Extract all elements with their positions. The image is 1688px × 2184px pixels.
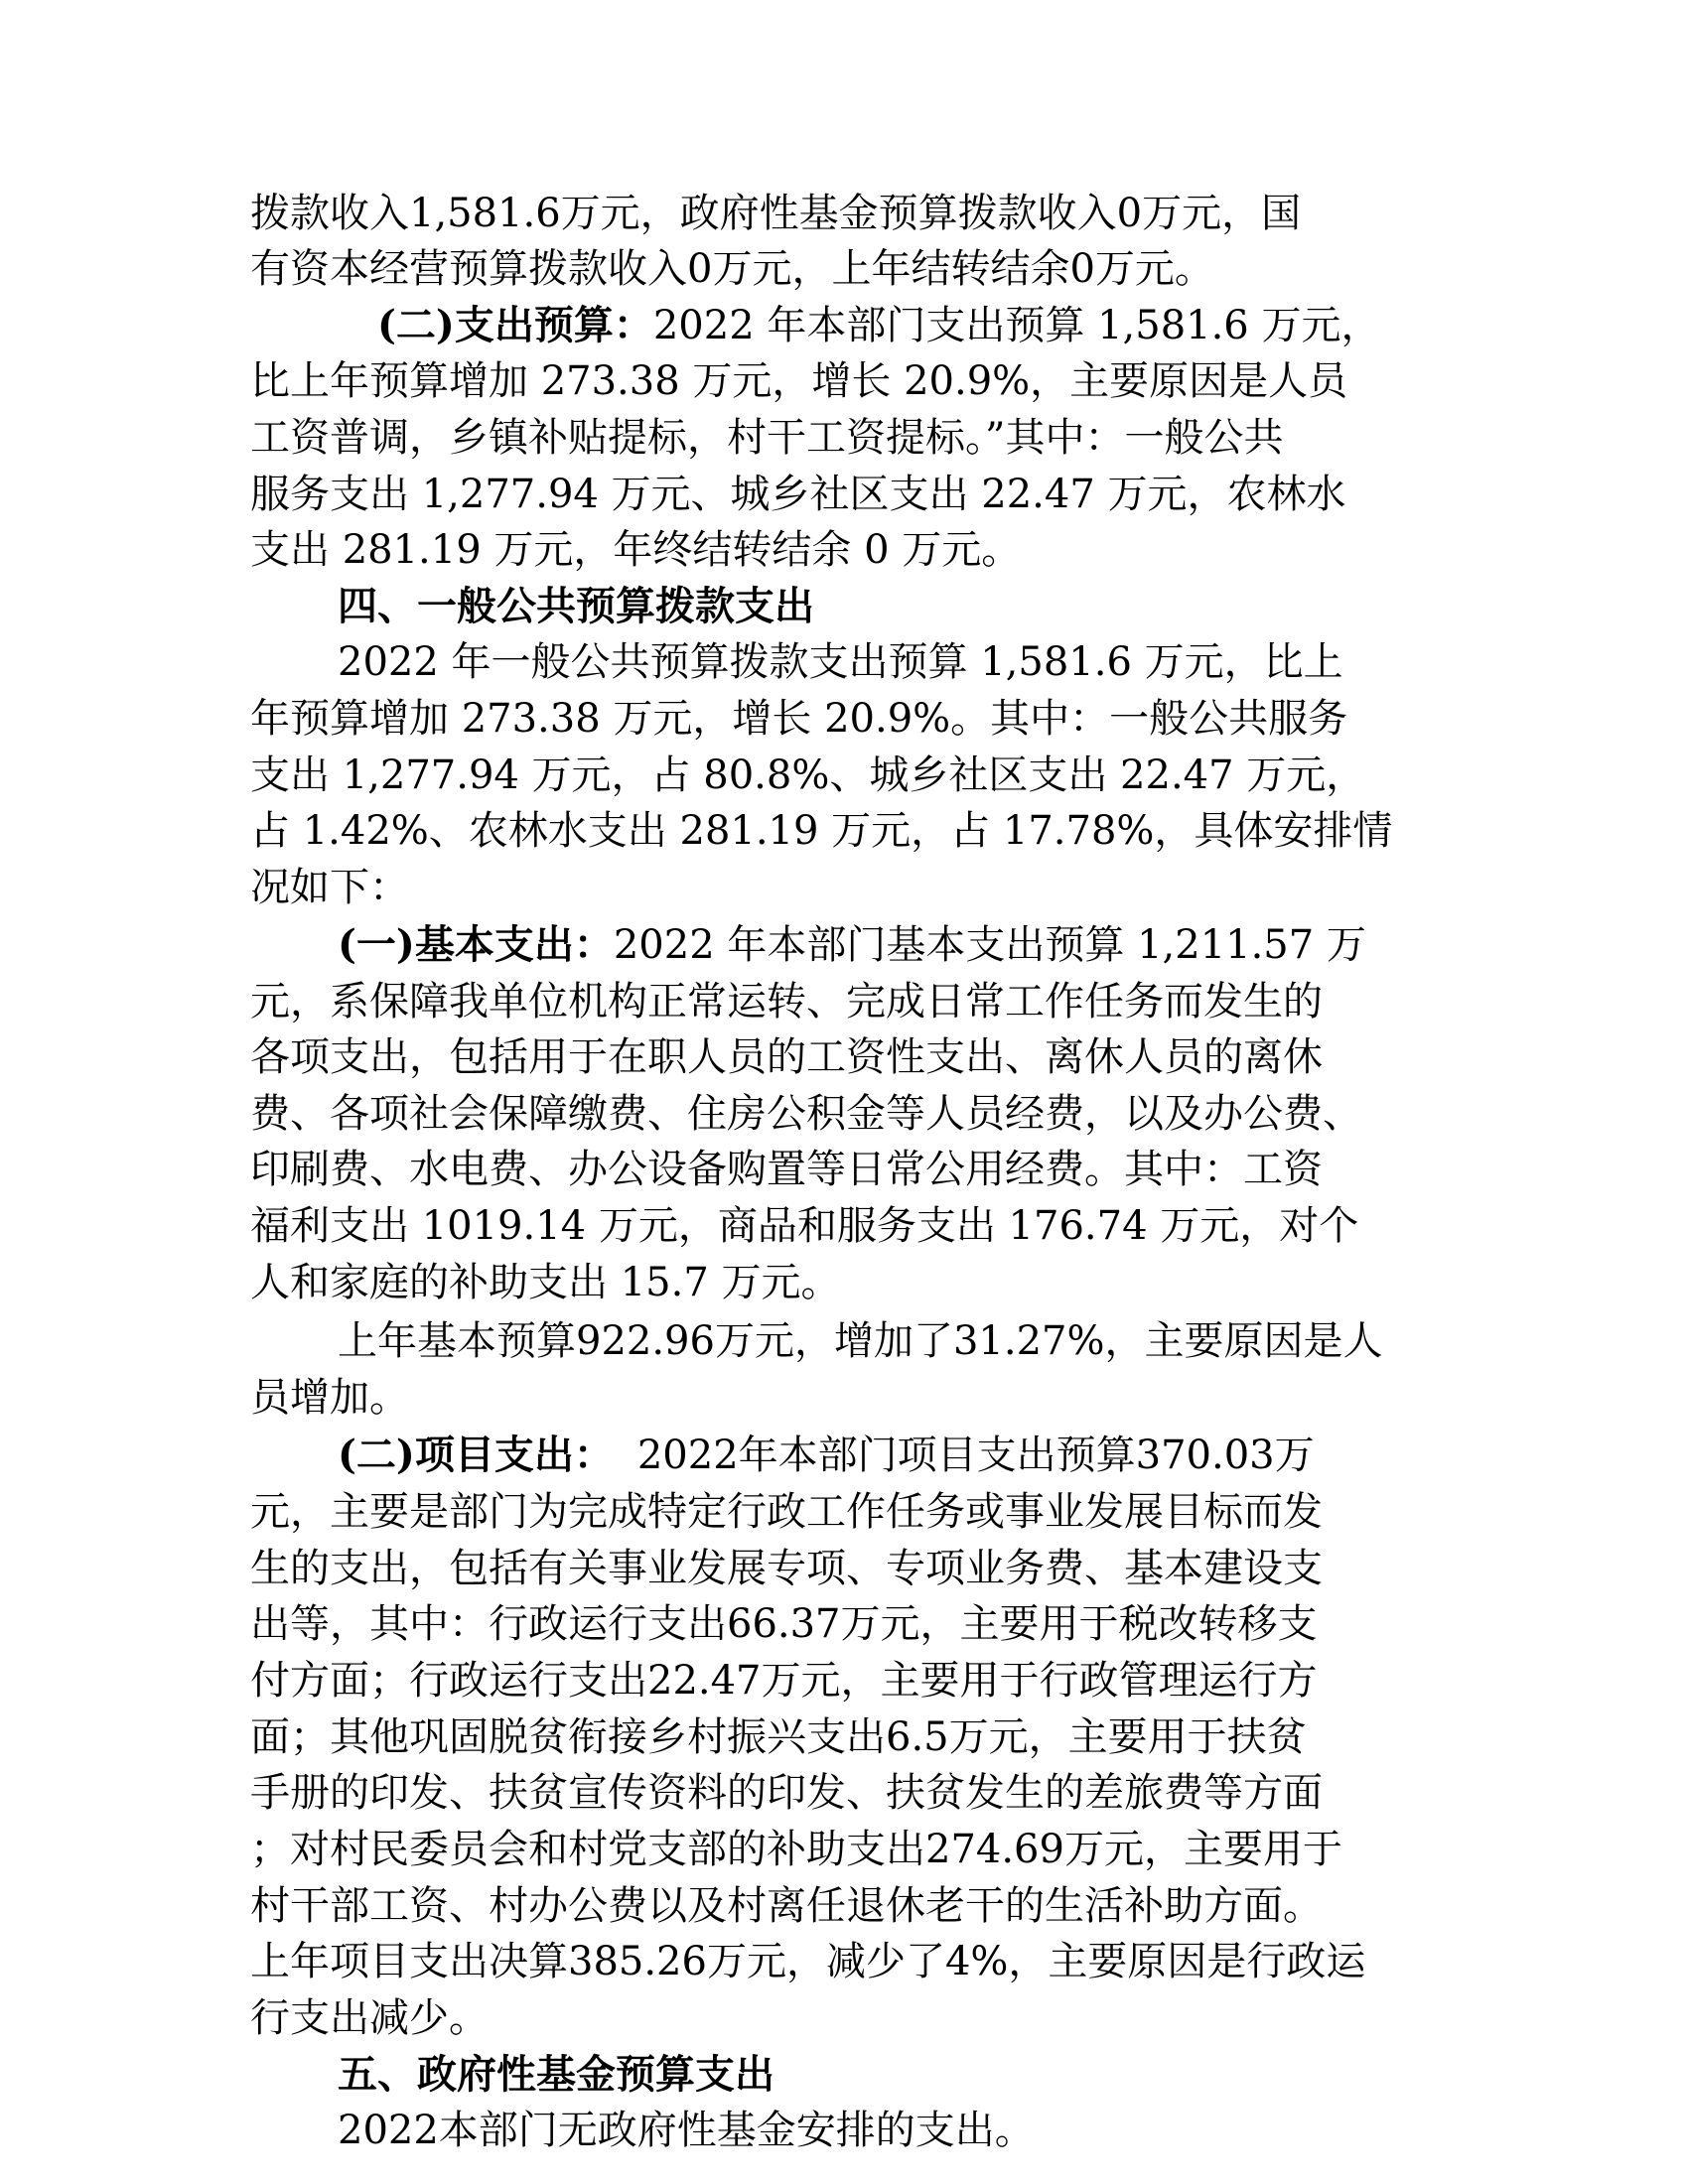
paragraph-line: 支出 281.19 万元，年终结转结余 0 万元。 xyxy=(250,527,1022,573)
paragraph-line: 2022本部门无政府性基金安排的支出。 xyxy=(338,2108,1035,2153)
paragraph-line: 福利支出 1019.14 万元，商品和服务支出 176.74 万元，对个 xyxy=(250,1203,1359,1249)
paragraph-line: 村干部工资、村办公费以及村离任退休老干的生活补助方面。 xyxy=(250,1883,1323,1929)
paragraph-line xyxy=(377,302,1380,349)
paragraph-line: 付方面；行政运行支出22.47万元，主要用于行政管理运行方 xyxy=(250,1658,1318,1704)
paragraph-line: 出等，其中：行政运行支出66.37万元，主要用于税改转移支 xyxy=(250,1601,1318,1647)
paragraph-line: 比上年预算增加 273.38 万元，增长 20.9%，主要原因是人员 xyxy=(250,358,1348,404)
paragraph-line: 面；其他巩固脱贫衔接乡村振兴支出6.5万元，主要用于扶贫 xyxy=(250,1714,1307,1760)
line-text: 2022 年本部门基本支出预算 1,211.57 万 xyxy=(613,922,1366,968)
paragraph-line: 年预算增加 273.38 万元，增长 20.9%。其中：一般公共服务 xyxy=(250,696,1348,742)
section-label-basic-expense: (一)基本支出： xyxy=(338,921,614,968)
paragraph-line: 手册的印发、扶贫宣传资料的印发、扶贫发生的差旅费等方面 xyxy=(250,1770,1323,1816)
line-text: 2022年本部门项目支出预算370.03万 xyxy=(636,1433,1315,1478)
paragraph-line: 生的支出，包括有关事业发展专项、专项业务费、基本建设支 xyxy=(250,1546,1323,1591)
paragraph-line: 员增加。 xyxy=(250,1375,409,1421)
paragraph-line: 行支出减少。 xyxy=(250,1995,489,2041)
paragraph-line xyxy=(338,1432,1315,1479)
paragraph-line: 况如下： xyxy=(250,865,409,910)
section-heading: 四、一般公共预算拨款支出 xyxy=(338,583,814,629)
paragraph-line: 拨款收入1,581.6万元，政府性基金预算拨款收入0万元，国 xyxy=(250,191,1302,236)
paragraph-line: ；对村民委员会和村党支部的补助支出274.69万元，主要用于 xyxy=(250,1827,1342,1872)
line-text: 2022 年本部门支出预算 1,581.6 万元， xyxy=(652,303,1381,348)
paragraph-line: 上年项目支出决算385.26万元，减少了4%，主要原因是行政运 xyxy=(250,1939,1366,1984)
paragraph-line: 占 1.42%、农林水支出 281.19 万元，占 17.78%，具体安排情 xyxy=(250,808,1393,854)
paragraph-line: 有资本经营预算拨款收入0万元，上年结转结余0万元。 xyxy=(250,246,1214,292)
paragraph-line: 支出 1,277.94 万元，占 80.8%、城乡社区支出 22.47 万元， xyxy=(250,752,1366,798)
paragraph-line: 费、各项社会保障缴费、住房公积金等人员经费，以及办公费、 xyxy=(250,1091,1362,1137)
paragraph-line: 元，系保障我单位机构正常运转、完成日常工作任务而发生的 xyxy=(250,979,1323,1024)
paragraph-line: 上年基本预算922.96万元，增加了31.27%，主要原因是人 xyxy=(338,1318,1383,1364)
paragraph-line: 2022 年一般公共预算拨款支出预算 1,581.6 万元，比上 xyxy=(338,639,1343,685)
paragraph-line: 服务支出 1,277.94 万元、城乡社区支出 22.47 万元，农林水 xyxy=(250,472,1346,517)
paragraph-line: 工资普调，乡镇补贴提标，村干工资提标。”其中：一般公共 xyxy=(250,415,1284,461)
paragraph-line xyxy=(338,921,1366,969)
section-label-project-expense: (二)项目支出： xyxy=(338,1432,614,1478)
section-label-expense-budget: (二)支出预算： xyxy=(377,302,653,348)
paragraph-line: 印刷费、水电费、办公设备购置等日常公用经费。其中：工资 xyxy=(250,1147,1323,1192)
paragraph-line: 元，主要是部门为完成特定行政工作任务或事业发展目标而发 xyxy=(250,1489,1323,1535)
paragraph-line: 各项支出，包括用于在职人员的工资性支出、离休人员的离休 xyxy=(250,1034,1323,1080)
paragraph-line: 人和家庭的补助支出 15.7 万元。 xyxy=(250,1260,841,1305)
section-heading: 五、政府性基金预算支出 xyxy=(338,2051,774,2098)
